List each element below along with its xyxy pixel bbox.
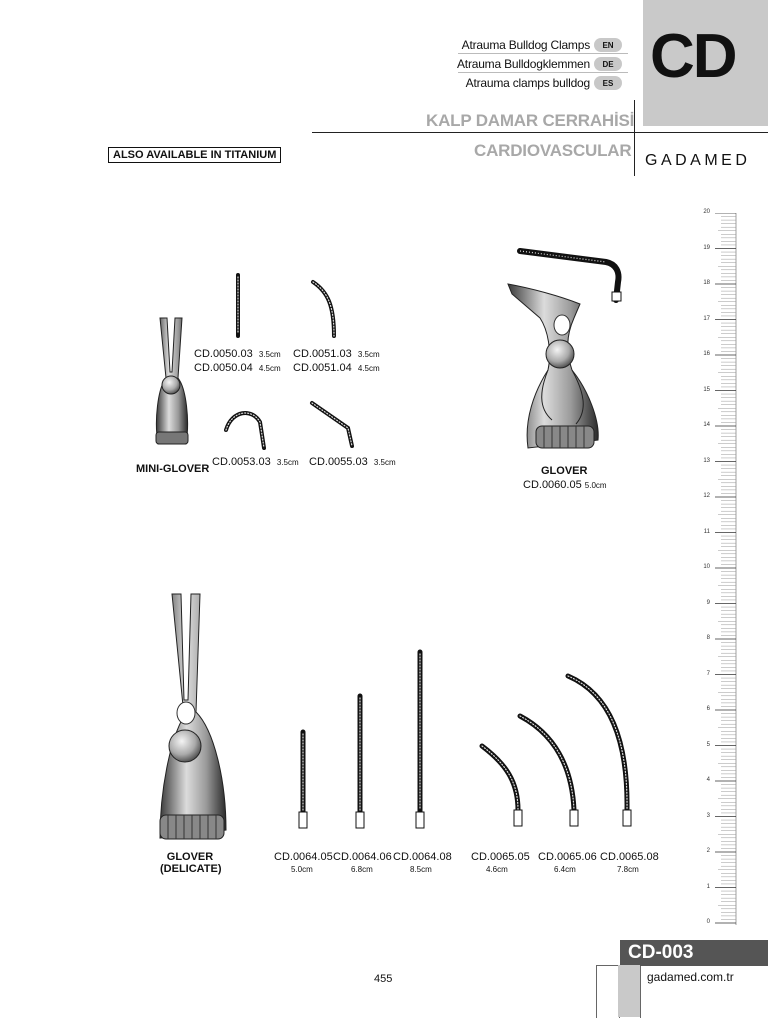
ruler-label: 1	[706, 883, 710, 890]
mini-glover-clamp-image	[156, 318, 188, 444]
product-code: CD.0065.05	[471, 851, 530, 863]
ruler-label: 14	[703, 422, 710, 428]
glover-clamp-image	[508, 251, 621, 448]
jaw-cd-0065-05	[482, 746, 522, 826]
ruler-label: 5	[706, 741, 710, 748]
title-english: CARDIOVASCULAR	[474, 141, 632, 160]
product-code: CD.0051.04 4.5cm	[293, 362, 380, 374]
language-badge-en: EN	[594, 38, 622, 52]
ruler-label: 10	[703, 564, 710, 570]
ruler-label: 11	[703, 528, 710, 535]
language-title-es: Atrauma clamps bulldog	[465, 76, 590, 90]
page-number: 455	[374, 973, 393, 985]
jaw-cd-0065-06	[520, 716, 578, 826]
product-code: CD.0064.08	[393, 851, 452, 863]
ruler-label: 8	[706, 635, 710, 641]
product-size: 8.5cm	[410, 865, 432, 874]
glover-delicate-clamp-image	[160, 594, 226, 839]
product-code: CD.0050.04 4.5cm	[194, 362, 281, 374]
product-name-line: GLOVER	[166, 851, 214, 863]
footer-website: gadamed.com.tr	[647, 970, 734, 984]
footer-tab-outline	[596, 965, 620, 1018]
product-size: 6.8cm	[351, 865, 373, 874]
ruler-label: 19	[703, 244, 710, 251]
ruler-label: 17	[703, 315, 710, 322]
measuring-ruler	[715, 213, 737, 925]
product-size: 6.4cm	[554, 865, 576, 874]
ruler-label: 7	[706, 670, 710, 677]
product-name-glover: GLOVER	[541, 465, 588, 477]
product-name-line: (DELICATE)	[160, 863, 222, 875]
product-code: CD.0060.05 5.0cm	[523, 479, 607, 491]
section-code: CD	[650, 22, 736, 91]
language-title-en: Atrauma Bulldog Clamps	[461, 38, 590, 52]
language-title-de: Atrauma Bulldogklemmen	[457, 57, 590, 71]
ruler-label: 16	[703, 351, 710, 357]
ruler-label: 18	[703, 280, 710, 286]
language-badge-es: ES	[594, 76, 622, 90]
product-code: CD.0064.05	[274, 851, 333, 863]
product-name-glover-delicate	[160, 851, 220, 875]
product-code: CD.0065.06	[538, 851, 597, 863]
jaw-cd-0055	[312, 403, 352, 446]
jaw-cd-0064-05	[299, 732, 307, 828]
ruler-label: 9	[706, 599, 710, 606]
product-size: 4.6cm	[486, 865, 508, 874]
ruler-label: 0	[706, 919, 710, 925]
jaw-cd-0053	[226, 413, 264, 448]
ruler-label: 15	[703, 386, 710, 393]
ruler-label: 4	[706, 777, 710, 783]
footer-tab-shade	[618, 965, 640, 1017]
ruler-label: 20	[703, 209, 710, 215]
product-size: 7.8cm	[617, 865, 639, 874]
language-badge-de: DE	[594, 57, 622, 71]
jaw-cd-0064-06	[356, 696, 364, 828]
footer-tab-divider	[640, 966, 641, 1018]
ruler-label: 13	[703, 457, 710, 464]
jaw-cd-0051	[313, 282, 334, 336]
product-size: 5.0cm	[291, 865, 313, 874]
product-name-mini-glover: MINI-GLOVER	[136, 463, 210, 475]
product-code: CD.0053.03 3.5cm	[212, 456, 299, 468]
product-code: CD.0050.03 3.5cm	[194, 348, 281, 360]
brand-logo: GADAMED	[645, 152, 751, 169]
ruler-label: 6	[706, 706, 710, 712]
footer-page-code: CD-003	[628, 942, 694, 963]
jaw-cd-0064-08	[416, 652, 424, 828]
jaw-cd-0065-08	[568, 676, 631, 826]
ruler-label: 2	[706, 848, 710, 854]
ruler-label: 3	[706, 812, 710, 819]
ruler-label: 12	[703, 493, 710, 499]
product-code: CD.0065.08	[600, 851, 659, 863]
product-code: CD.0055.03 3.5cm	[309, 456, 396, 468]
product-code: CD.0051.03 3.5cm	[293, 348, 380, 360]
title-turkish: KALP DAMAR CERRAHİSİ	[426, 111, 635, 130]
titanium-note: ALSO AVAILABLE IN TITANIUM	[108, 147, 281, 163]
product-code: CD.0064.06	[333, 851, 392, 863]
